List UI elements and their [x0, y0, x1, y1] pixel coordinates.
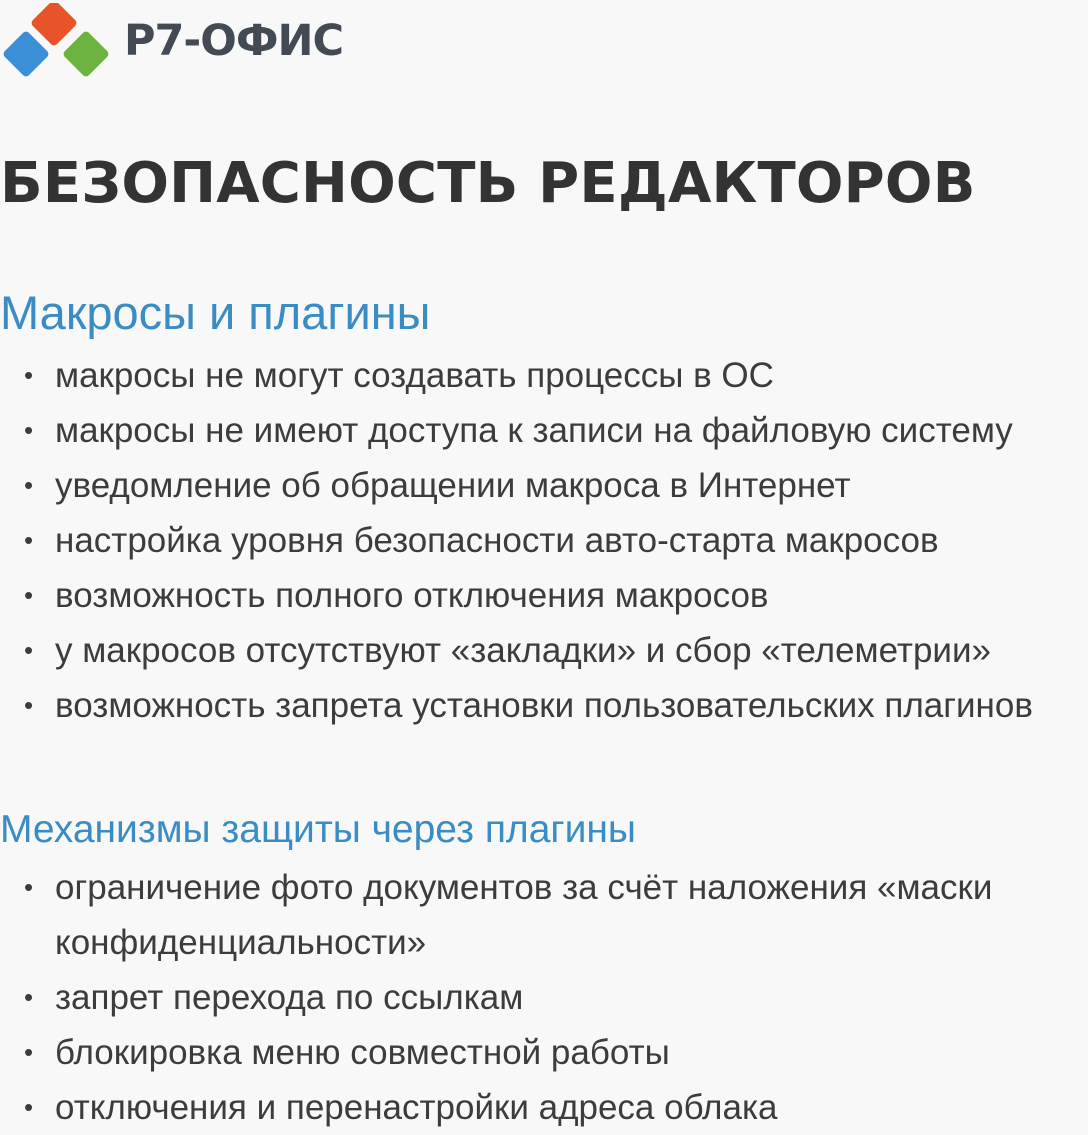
list-item-text: конфиденциальности» — [55, 923, 427, 962]
list-item — [0, 348, 1033, 403]
logo-diamonds-icon — [0, 3, 116, 85]
list-item-text: отключения и перенастройки адреса облака — [55, 1088, 778, 1127]
list-item-continuation — [0, 915, 992, 970]
list-item-text: ограничение фото документов за счёт наложения «маски — [55, 868, 993, 907]
section-title-plugin-protection: Механизмы защиты через плагины — [0, 808, 636, 851]
bullet-icon: • — [24, 470, 34, 500]
list-item-text: запрет перехода по ссылкам — [55, 978, 524, 1017]
bullet-icon: • — [24, 1037, 34, 1067]
plugin-protection-bullet-list — [0, 860, 992, 1135]
list-item-text: у макросов отсутствуют «закладки» и сбор «телеметрии» — [55, 631, 991, 670]
list-item — [0, 678, 1033, 733]
company-logo — [0, 0, 360, 84]
bullet-icon: • — [24, 360, 34, 390]
list-item-text: возможность запрета установки пользовательских плагинов — [55, 686, 1033, 725]
section-title-macros: Макросы и плагины — [0, 286, 431, 339]
list-item-text: настройка уровня безопасности авто-старта макросов — [55, 521, 939, 560]
list-item — [0, 568, 1033, 623]
list-item — [0, 458, 1033, 513]
bullet-icon: • — [24, 690, 34, 720]
list-item — [0, 623, 1033, 678]
list-item-text: возможность полного отключения макросов — [55, 576, 769, 615]
bullet-icon: • — [24, 415, 34, 445]
list-item — [0, 1025, 992, 1080]
list-item — [0, 513, 1033, 568]
page-title: БЕЗОПАСНОСТЬ РЕДАКТОРОВ — [0, 151, 976, 216]
macros-bullet-list — [0, 348, 1033, 733]
bullet-icon: • — [24, 635, 34, 665]
list-item — [0, 860, 992, 915]
bullet-icon: • — [24, 982, 34, 1012]
bullet-icon: • — [24, 1092, 34, 1122]
bullet-icon: • — [24, 872, 34, 902]
list-item-text: макросы не могут создавать процессы в ОС — [55, 356, 774, 395]
logo-text: Р7-ОФИС — [124, 16, 344, 66]
list-item-text: уведомление об обращении макроса в Интернет — [55, 466, 851, 505]
list-item — [0, 970, 992, 1025]
list-item-text: макросы не имеют доступа к записи на файловую систему — [55, 411, 1013, 450]
bullet-icon: • — [24, 525, 34, 555]
list-item — [0, 403, 1033, 458]
list-item-text: блокировка меню совместной работы — [55, 1033, 670, 1072]
bullet-icon: • — [24, 580, 34, 610]
